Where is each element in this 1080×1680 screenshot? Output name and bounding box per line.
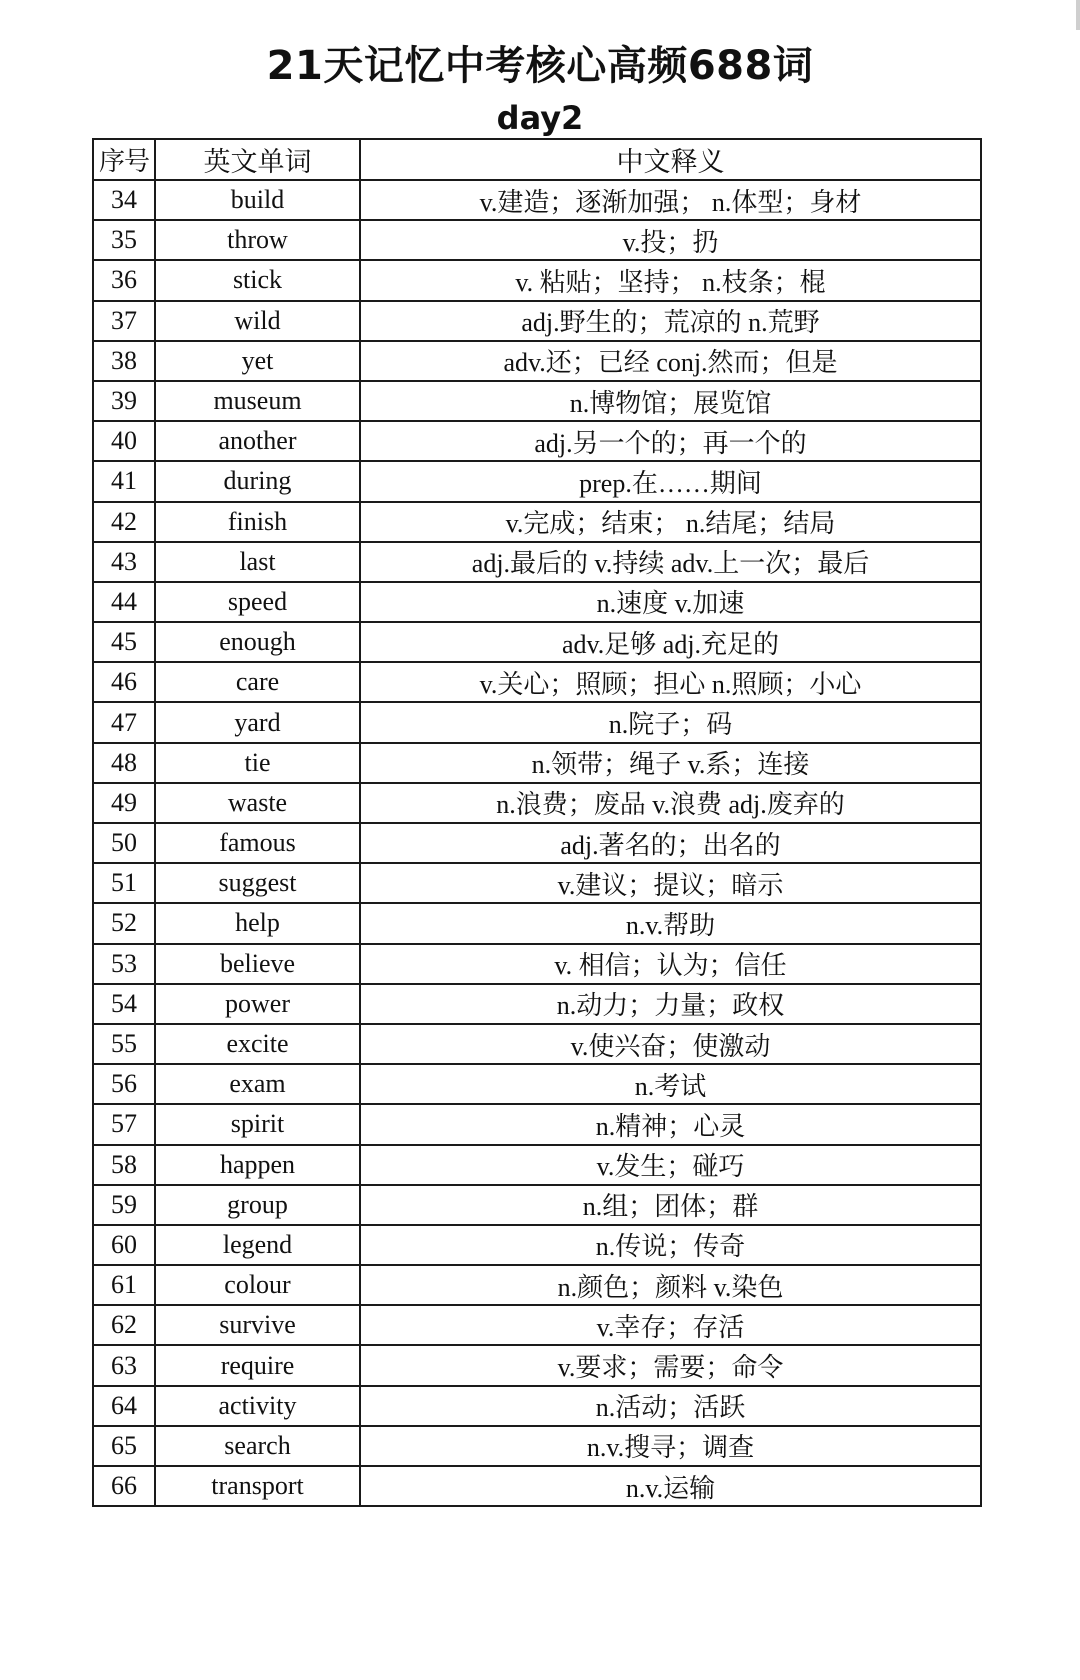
row-english-word: speed [155,582,360,622]
row-english-word: require [155,1345,360,1385]
row-chinese-definition: n.考试 [360,1064,981,1104]
row-number: 50 [93,823,155,863]
row-english-word: exam [155,1064,360,1104]
table-row [93,863,981,903]
row-english-word: happen [155,1145,360,1185]
row-chinese-definition: n.v.帮助 [360,903,981,943]
table-row [93,984,981,1024]
row-english-word: excite [155,1024,360,1064]
table-row [93,783,981,823]
row-chinese-definition: n.动力；力量；政权 [360,984,981,1024]
row-chinese-definition: n.v.运输 [360,1466,981,1506]
row-english-word: believe [155,944,360,984]
row-number: 57 [93,1104,155,1144]
row-english-word: care [155,662,360,702]
row-number: 34 [93,180,155,220]
row-number: 54 [93,984,155,1024]
table-row [93,1225,981,1265]
row-number: 47 [93,702,155,742]
table-row [93,220,981,260]
row-english-word: museum [155,381,360,421]
row-number: 37 [93,301,155,341]
row-english-word: colour [155,1265,360,1305]
row-chinese-definition: v. 粘贴；坚持； n.枝条；棍 [360,260,981,300]
row-chinese-definition: adv.足够 adj.充足的 [360,622,981,662]
row-english-word: suggest [155,863,360,903]
header-word: 英文单词 [155,139,360,180]
row-english-word: group [155,1185,360,1225]
table-row [93,461,981,501]
row-number: 45 [93,622,155,662]
row-number: 53 [93,944,155,984]
row-number: 51 [93,863,155,903]
row-number: 43 [93,542,155,582]
row-number: 66 [93,1466,155,1506]
row-chinese-definition: n.组；团体；群 [360,1185,981,1225]
table-row [93,1466,981,1506]
table-row [93,743,981,783]
row-chinese-definition: n.传说；传奇 [360,1225,981,1265]
table-header-row [93,139,981,180]
table-row [93,1145,981,1185]
row-chinese-definition: n.领带；绳子 v.系；连接 [360,743,981,783]
row-english-word: during [155,461,360,501]
row-number: 58 [93,1145,155,1185]
table-row [93,1064,981,1104]
row-chinese-definition: n.精神；心灵 [360,1104,981,1144]
row-english-word: wild [155,301,360,341]
table-row [93,944,981,984]
row-chinese-definition: n.速度 v.加速 [360,582,981,622]
row-english-word: throw [155,220,360,260]
table-row [93,180,981,220]
table-row [93,381,981,421]
table-row [93,301,981,341]
table-row [93,502,981,542]
table-row [93,1305,981,1345]
table-row [93,903,981,943]
row-number: 35 [93,220,155,260]
row-number: 52 [93,903,155,943]
row-chinese-definition: n.院子；码 [360,702,981,742]
page-subtitle: day2 [496,99,584,137]
row-chinese-definition: v.投；扔 [360,220,981,260]
table-row [93,1185,981,1225]
row-chinese-definition: prep.在……期间 [360,461,981,501]
table-row [93,1265,981,1305]
row-chinese-definition: v. 相信；认为；信任 [360,944,981,984]
row-number: 56 [93,1064,155,1104]
row-chinese-definition: n.v.搜寻；调查 [360,1426,981,1466]
row-chinese-definition: v.建造；逐渐加强； n.体型；身材 [360,180,981,220]
table-row [93,662,981,702]
header-definition: 中文释义 [360,139,981,180]
table-row [93,622,981,662]
table-row [93,1104,981,1144]
row-english-word: power [155,984,360,1024]
row-number: 40 [93,421,155,461]
row-english-word: build [155,180,360,220]
row-english-word: another [155,421,360,461]
row-number: 55 [93,1024,155,1064]
row-chinese-definition: v.要求；需要；命令 [360,1345,981,1385]
row-chinese-definition: v.完成；结束； n.结尾；结局 [360,502,981,542]
row-chinese-definition: adj.另一个的；再一个的 [360,421,981,461]
row-number: 46 [93,662,155,702]
header-number: 序号 [93,139,155,180]
row-chinese-definition: n.颜色；颜料 v.染色 [360,1265,981,1305]
row-number: 61 [93,1265,155,1305]
row-english-word: yard [155,702,360,742]
scrollbar-edge [1076,0,1080,30]
row-chinese-definition: v.建议；提议；暗示 [360,863,981,903]
row-number: 62 [93,1305,155,1345]
row-english-word: spirit [155,1104,360,1144]
row-english-word: yet [155,341,360,381]
row-number: 39 [93,381,155,421]
table-row [93,1386,981,1426]
row-english-word: famous [155,823,360,863]
row-english-word: tie [155,743,360,783]
row-chinese-definition: n.活动；活跃 [360,1386,981,1426]
row-english-word: waste [155,783,360,823]
table-row [93,1345,981,1385]
table-row [93,1426,981,1466]
table-row [93,421,981,461]
table-row [93,1024,981,1064]
row-english-word: legend [155,1225,360,1265]
row-number: 65 [93,1426,155,1466]
row-english-word: last [155,542,360,582]
row-chinese-definition: adj.著名的；出名的 [360,823,981,863]
row-number: 44 [93,582,155,622]
table-row [93,702,981,742]
row-number: 42 [93,502,155,542]
row-number: 41 [93,461,155,501]
vocabulary-table [92,138,982,1507]
table-row [93,542,981,582]
row-number: 60 [93,1225,155,1265]
row-english-word: help [155,903,360,943]
table-row [93,823,981,863]
row-chinese-definition: v.使兴奋；使激动 [360,1024,981,1064]
row-chinese-definition: n.浪费；废品 v.浪费 adj.废弃的 [360,783,981,823]
row-number: 48 [93,743,155,783]
table-row [93,260,981,300]
row-english-word: transport [155,1466,360,1506]
row-number: 49 [93,783,155,823]
row-chinese-definition: v.发生；碰巧 [360,1145,981,1185]
table-row [93,341,981,381]
row-number: 63 [93,1345,155,1385]
row-chinese-definition: v.关心；照顾；担心 n.照顾；小心 [360,662,981,702]
row-english-word: survive [155,1305,360,1345]
row-chinese-definition: adj.野生的；荒凉的 n.荒野 [360,301,981,341]
row-english-word: activity [155,1386,360,1426]
row-chinese-definition: adv.还；已经 conj.然而；但是 [360,341,981,381]
table-row [93,582,981,622]
row-chinese-definition: v.幸存；存活 [360,1305,981,1345]
row-chinese-definition: adj.最后的 v.持续 adv.上一次；最后 [360,542,981,582]
row-number: 59 [93,1185,155,1225]
row-english-word: finish [155,502,360,542]
table-body [93,180,981,1506]
row-number: 38 [93,341,155,381]
row-english-word: stick [155,260,360,300]
row-chinese-definition: n.博物馆；展览馆 [360,381,981,421]
row-number: 36 [93,260,155,300]
page-title: 21天记忆中考核心高频688词 [266,43,814,89]
row-english-word: search [155,1426,360,1466]
row-english-word: enough [155,622,360,662]
row-number: 64 [93,1386,155,1426]
